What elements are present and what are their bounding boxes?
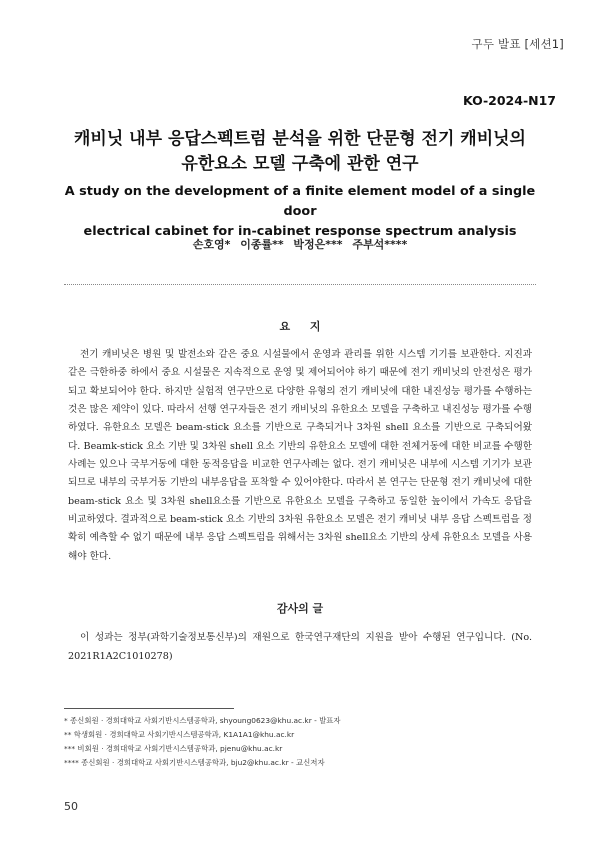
footnote-item: **** 종신회원 · 경희대학교 사회기반시스템공학과, bju2@khu.ac.kr - 교신저자 [64,758,325,767]
page-number: 50 [64,800,78,813]
author-list: 손호영* 이종률** 박정은*** 주부석**** [192,238,408,251]
english-title [50,182,550,242]
session-tag: 구두 발표 [세션1] [471,37,564,51]
footnote-item: * 종신회원 · 경희대학교 사회기반시스템공학과, shyoung0623@khu.ac.kr - 발표자 [64,716,341,725]
acknowledgement-heading: 감사의 글 [276,602,324,615]
korean-title [40,127,560,177]
footnote-item: ** 학생회원 · 경희대학교 사회기반시스템공학과, K1A1A1@khu.ac.kr [64,730,295,739]
korean-title-line-1: 캐비닛 내부 응답스펙트럼 분석을 위한 단문형 전기 캐비닛의 [74,129,526,149]
acknowledgement-body: 이 성과는 정부(과학기술정보통신부)의 재원으로 한국연구재단의 지원을 받아 수행된 연구입니다. (No. 2021R1A2C1010278) [68,632,532,662]
english-title-line-1: A study on the development of a finite element model of a single door [64,184,536,219]
abstract-body: 전기 캐비닛은 병원 및 발전소와 같은 중요 시설물에서 운영과 관리를 위한 시스템 기기를 보관한다. 지진과 같은 극한하중 하에서 중요 시설물은 지속적으로 운영 및 제어되어야 하기 때문에 전기 캐비닛의 안전성은 평가되고 확보되어야 한다. 하지만 실험적 연구만으로 다양한 유형의 전기 캐비닛에 대한 내진성능 평가를 수행하는 것은 많은 제약이 있다. 따라서 선행 연구자들은 전기 캐비닛의 유한요소 모델을 구축하고 내진성능 평가를 수행하였다. 유한요소 모델은 beam-stick 요소를 기반으로 구축되거나 3차원 shell 요소를 기반으로 구축되어왔다. Beamk-stick 요소 기반 및 3차원 shell 요소 기반의 유한요소 모델에 대한 전체거동에 대한 비교를 수행한 사례는 있으나 국부거동에 대한 동적응답을 비교한 연구사례는 없다. 전기 캐비닛은 내부에 시스템 기기가 보관되므로 내부의 국부거동 기반의 내부응답을 포착할 수 있어야한다. 따라서 본 연구는 단문형 전기 캐비닛에 대한 beam-stick 요소 및 3차원 shell요소를 기반으로 유한요소 모델을 구축하고 동일한 높이에서 가속도 응답을 비교하였다. 결과적으로 beam-stick 요소 기반의 3차원 유한요소 모델은 전기 캐비닛 내부 응답 스펙트럼을 정확히 예측할 수 없기 때문에 내부 응답 스펙트럼을 위해서는 3차원 shell요소 기반의 상세 유한요소 모델을 사용해야 한다. [68,349,533,562]
paper-id: KO-2024-N17 [462,93,556,108]
abstract-heading: 요 지 [279,320,329,333]
footnote-divider [64,708,234,709]
footnote-list [64,714,544,770]
section-divider [64,284,536,285]
footnote-item: *** 비회원 · 경희대학교 사회기반시스템공학과, pjenu@khu.ac.kr [64,744,283,753]
korean-title-line-2: 유한요소 모델 구축에 관한 연구 [181,154,419,174]
english-title-line-2: electrical cabinet for in-cabinet response spectrum analysis [83,224,517,239]
